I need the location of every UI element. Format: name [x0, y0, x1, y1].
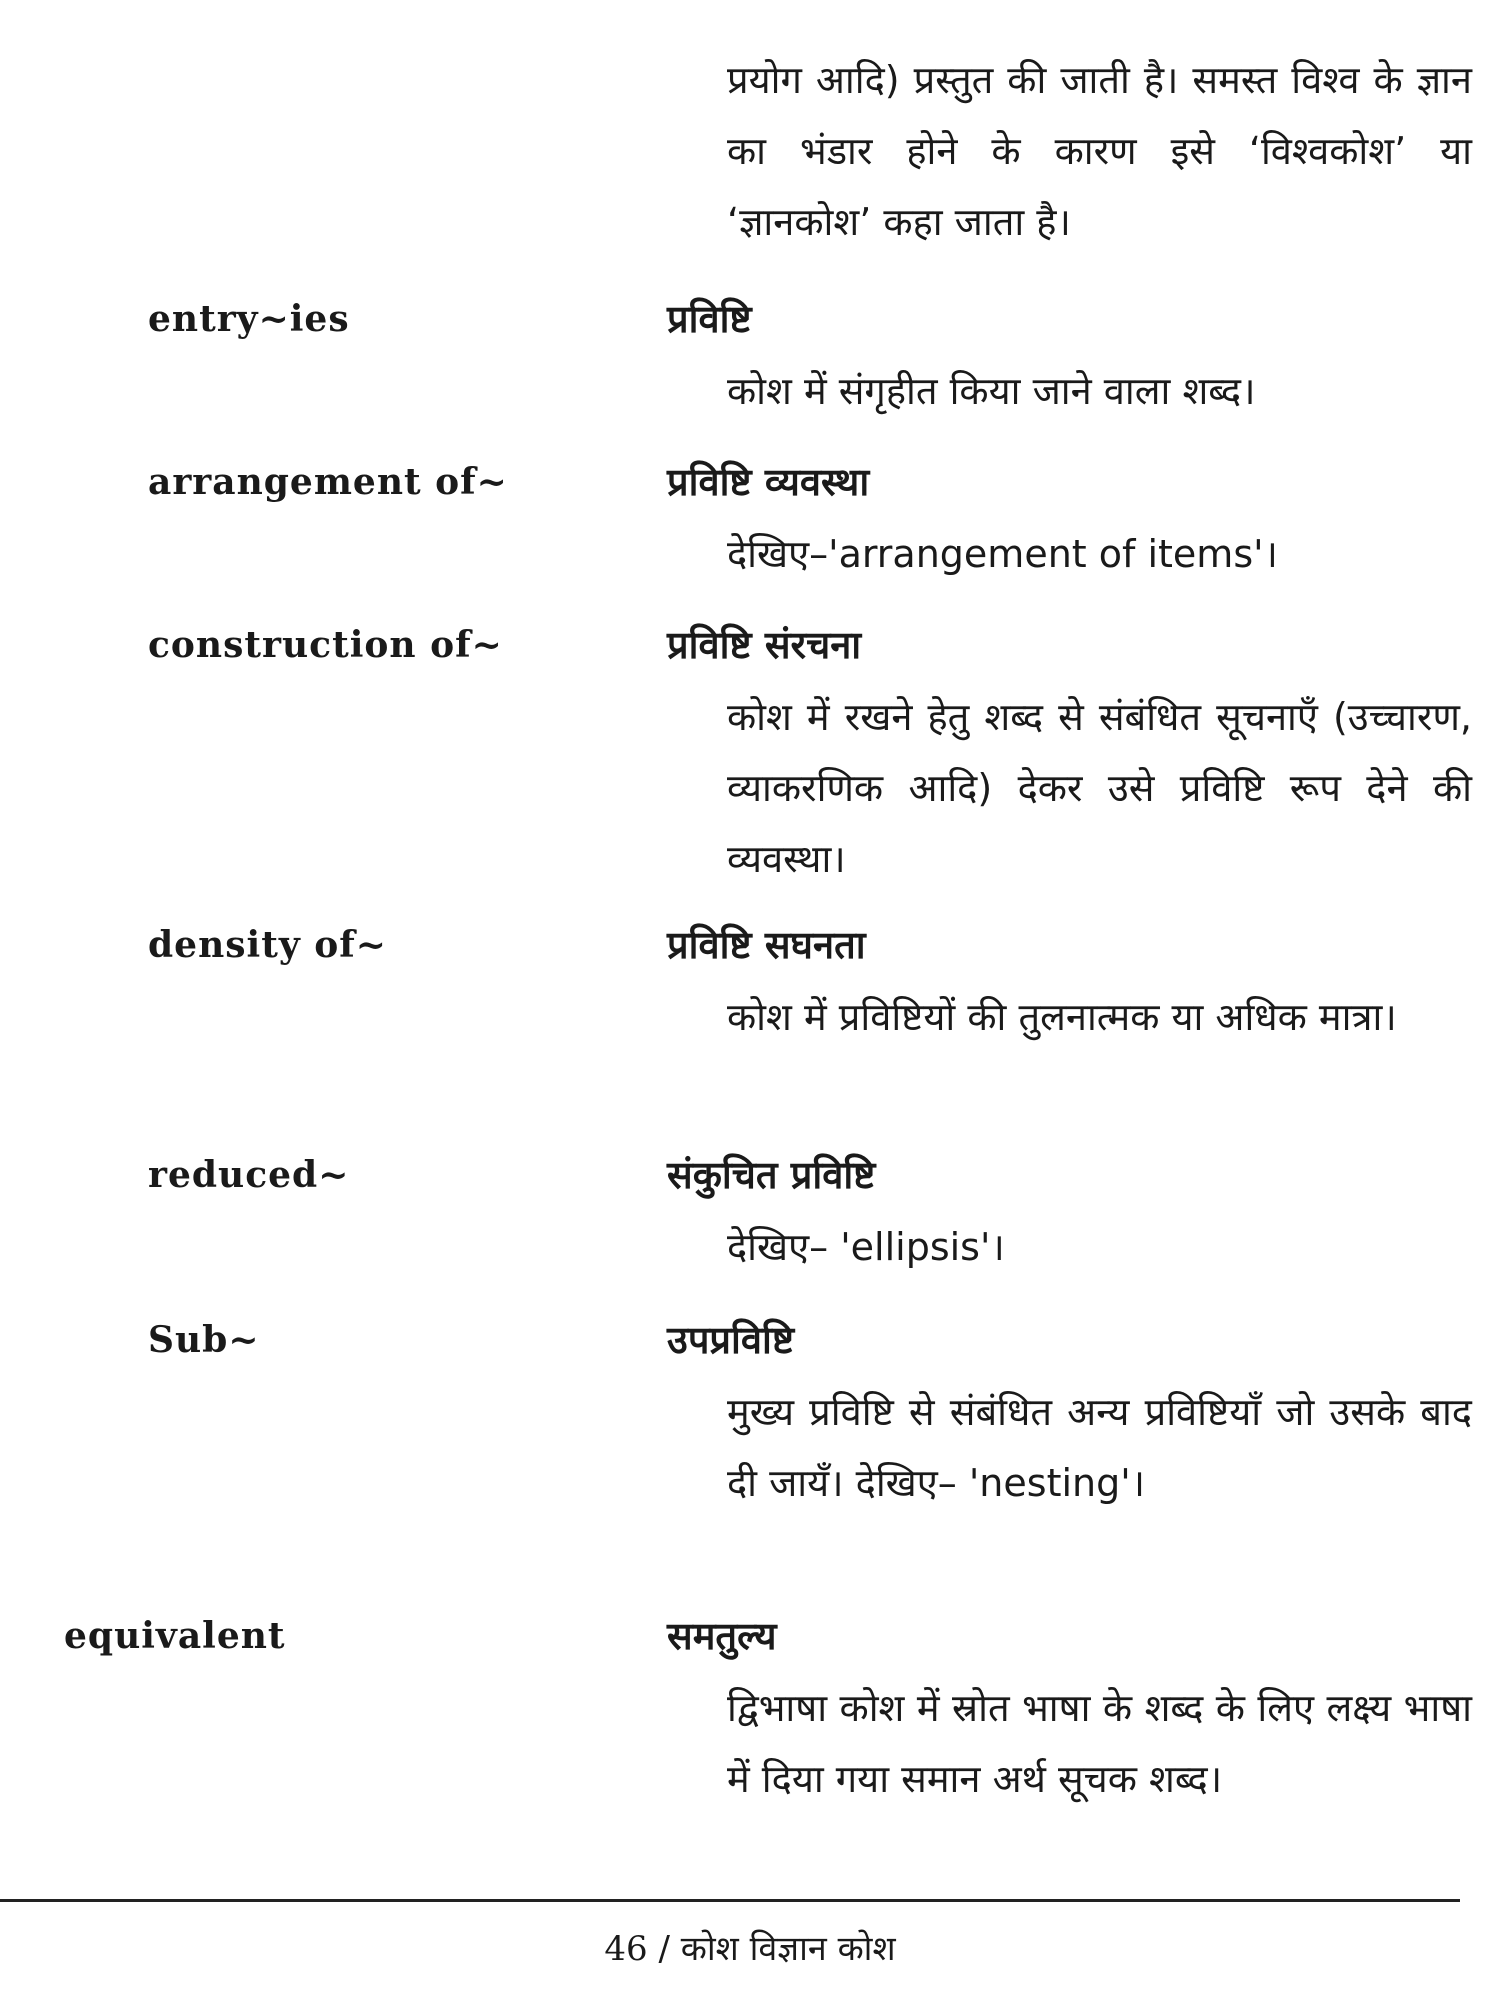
entry-headword: प्रविष्टि: [667, 297, 752, 341]
book-title: कोश विज्ञान कोश: [680, 1929, 896, 1969]
page-footer: [0, 1926, 1500, 1972]
entry-definition: कोश में प्रविष्टियों की तुलनात्मक या अधिक मात्रा।: [727, 995, 1397, 1039]
entry-term: equivalent: [64, 1615, 286, 1657]
entry-headword: प्रविष्टि संरचना: [667, 623, 862, 667]
entry-term: density of~: [148, 924, 387, 966]
entry-definition: देखिए–'arrangement of items'।: [727, 532, 1278, 576]
entry-definition: कोश में रखने हेतु शब्द से संबंधित सूचनाएँ (उच्चारण, व्याकरणिक आदि) देकर उसे प्रविष्टि रूप देने की व्यवस्था।: [727, 695, 1472, 881]
entry-term: construction of~: [148, 624, 503, 666]
entry-term: entry~ies: [148, 298, 350, 340]
entry-headword: समतुल्य: [667, 1614, 777, 1658]
entry-headword: प्रविष्टि सघनता: [667, 923, 866, 967]
continued-definition-text: प्रयोग आदि) प्रस्तुत की जाती है। समस्त विश्व के ज्ञान का भंडार होने के कारण इसे ‘विश्वकोश’ या ‘ज्ञानकोश’ कहा जाता है।: [727, 58, 1472, 244]
entry-term: Sub~: [148, 1319, 260, 1361]
footer-divider: [0, 1899, 1460, 1902]
entry-headword: उपप्रविष्टि: [667, 1318, 795, 1362]
entry-term: reduced~: [148, 1154, 350, 1196]
entry-definition: कोश में संगृहीत किया जाने वाला शब्द।: [727, 369, 1256, 413]
entry-definition: द्विभाषा कोश में स्रोत भाषा के शब्द के लिए लक्ष्य भाषा में दिया गया समान अर्थ सूचक शब्द।: [727, 1686, 1472, 1801]
entry-headword: संकुचित प्रविष्टि: [667, 1153, 876, 1197]
entry-definition: मुख्य प्रविष्टि से संबंधित अन्य प्रविष्टियाँ जो उसके बाद दी जायँ। देखिए– 'nesting'।: [727, 1390, 1472, 1505]
entry-headword: प्रविष्टि व्यवस्था: [667, 460, 870, 504]
footer-separator: /: [647, 1929, 681, 1969]
entry-term: arrangement of~: [148, 461, 508, 503]
entry-definition: देखिए– 'ellipsis'।: [727, 1225, 1005, 1269]
page-number: 46: [604, 1929, 648, 1969]
